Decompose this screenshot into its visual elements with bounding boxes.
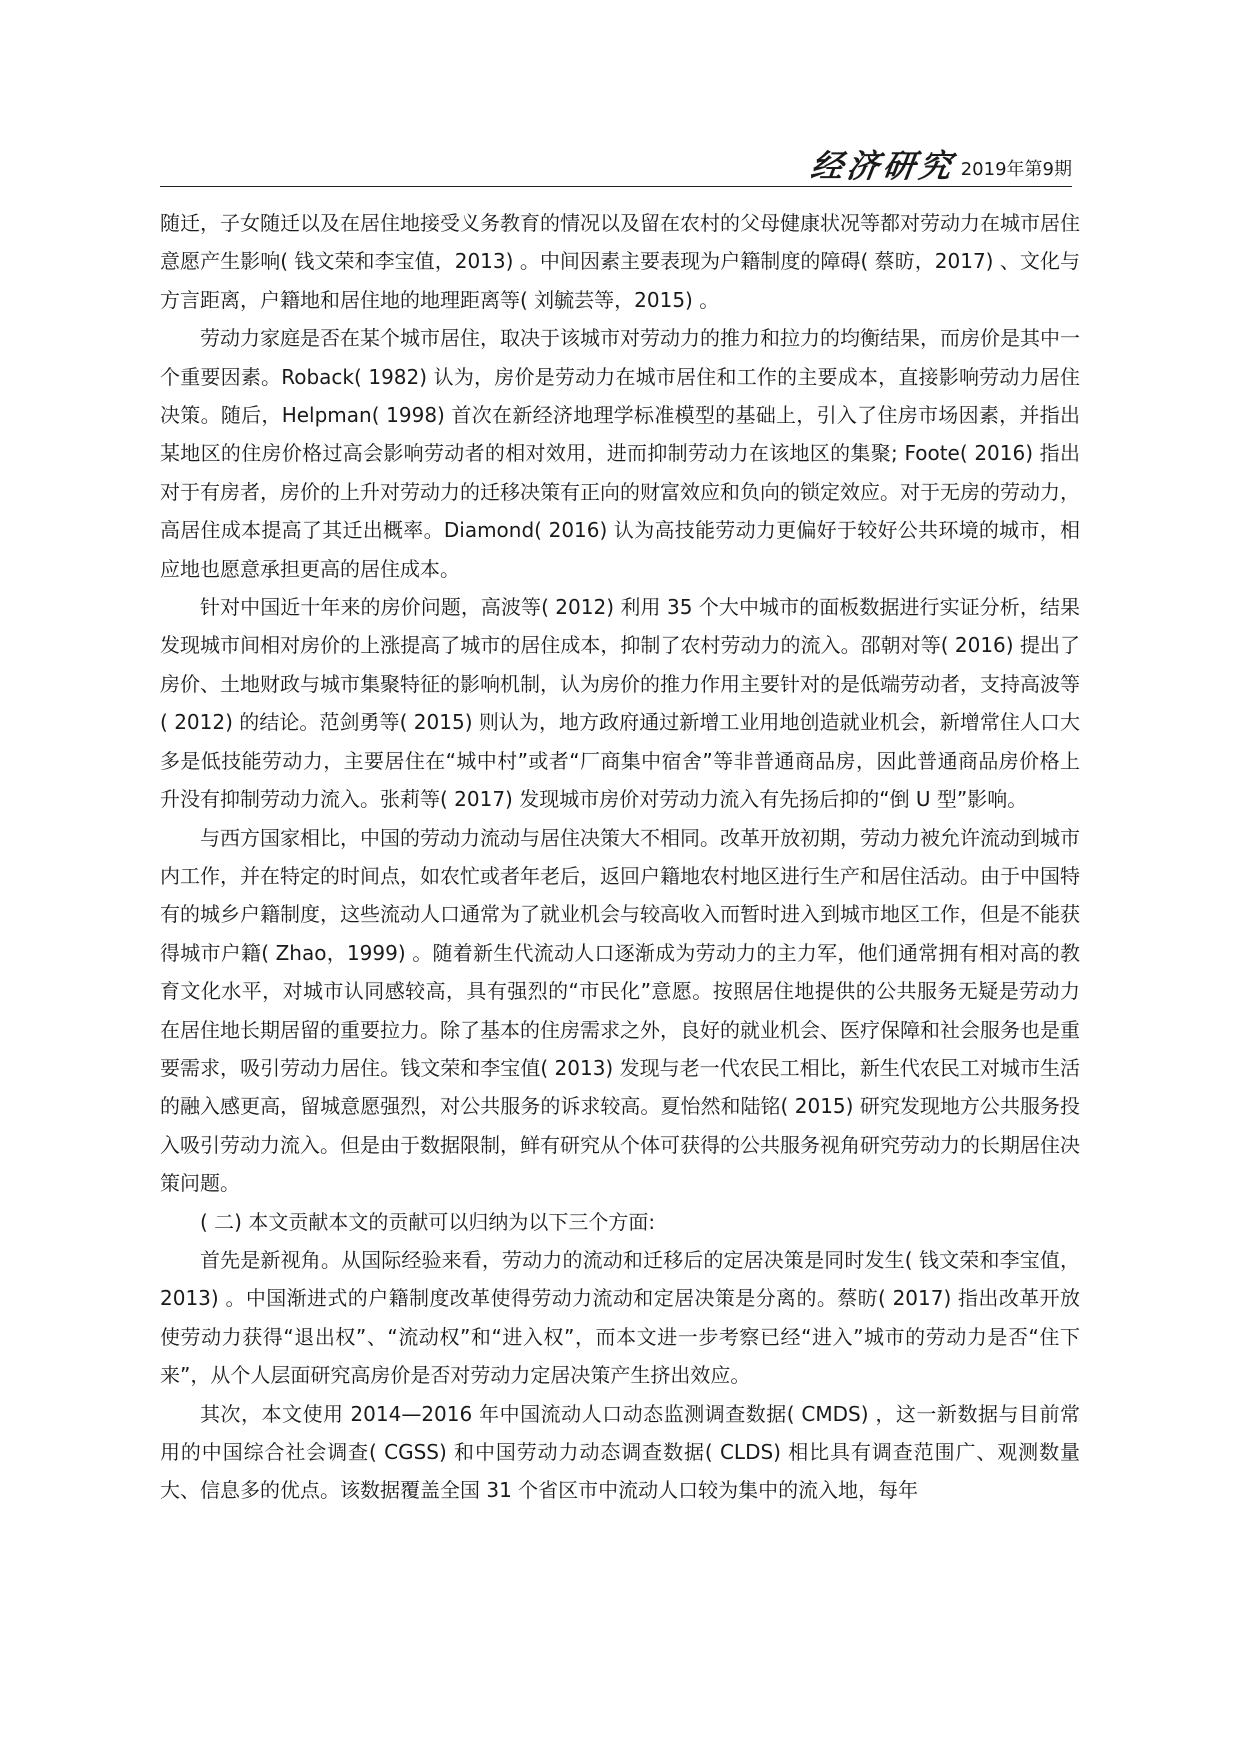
page-header — [160, 143, 1072, 187]
body-text — [160, 204, 1080, 1510]
paragraph-6: 其次，本文使用 2014—2016 年中国流动人口动态监测调查数据( CMDS) ，这一新数据与目前常用的中国综合社会调查( CGSS) 和中国劳动力动态调查数据( CLDS) 相比具有调查范围广、观测数量大、信息多的优点。该数据覆盖全国 31 个省区市中流动人口较为集中的流入地，每年 — [160, 1401, 1080, 1503]
section-heading: ( 二) 本文贡献本文的贡献可以归纳为以下三个方面: — [200, 1209, 656, 1234]
paragraph-5: 首先是新视角。从国际经验来看，劳动力的流动和迁移后的定居决策是同时发生( 钱文荣和李宝值，2013) 。中国渐进式的户籍制度改革使得劳动力流动和定居决策是分离的。蔡昉( 2017) 指出改革开放使劳动力获得“退出权”、“流动权”和“进入权”，而本文进一步考察已经“进入”城市的劳动力是否“住下来”，从个人层面研究高房价是否对劳动力定居决策产生挤出效应。 — [160, 1247, 1080, 1388]
journal-logo: 经济研究 — [808, 147, 958, 185]
issue-label: 2019年第9期 — [960, 159, 1072, 180]
paragraph-2: 劳动力家庭是否在某个城市居住，取决于该城市对劳动力的推力和拉力的均衡结果，而房价是其中一个重要因素。Roback( 1982) 认为，房价是劳动力在城市居住和工作的主要成本，直接影响劳动力居住决策。随后，Helpman( 1998) 首次在新经济地理学标准模型的基础上，引入了住房市场因素，并指出某地区的住房价格过高会影响劳动者的相对效用，进而抑制劳动力在该地区的集聚; Foote( 2016) 指出对于有房者，房价的上升对劳动力的迁移决策有正向的财富效应和负向的锁定效应。对于无房的劳动力，高居住成本提高了其迁出概率。Diamond( 2016) 认为高技能劳动力更偏好于较好公共环境的城市，相应地也愿意承担更高的居住成本。 — [160, 326, 1080, 581]
paragraph-1: 随迁，子女随迁以及在居住地接受义务教育的情况以及留在农村的父母健康状况等都对劳动力在城市居住意愿产生影响( 钱文荣和李宝值，2013) 。中间因素主要表现为户籍制度的障碍( 蔡昉，2017) 、文化与方言距离，户籍地和居住地的地理距离等( 刘毓芸等，2015) 。 — [160, 211, 1080, 312]
paragraph-3: 针对中国近十年来的房价问题，高波等( 2012) 利用 35 个大中城市的面板数据进行实证分析，结果发现城市间相对房价的上涨提高了城市的居住成本，抑制了农村劳动力的流入。邵朝对等( 2016) 提出了房价、土地财政与城市集聚特征的影响机制，认为房价的推力作用主要针对的是低端劳动者，支持高波等( 2012) 的结论。范剑勇等( 2015) 则认为，地方政府通过新增工业用地创造就业机会，新增常住人口大多是低技能劳动力，主要居住在“城中村”或者“厂商集中宿舍”等非普通商品房，因此普通商品房价格上升没有抑制劳动力流入。张莉等( 2017) 发现城市房价对劳动力流入有先扬后抑的“倒 U 型”影响。 — [160, 595, 1080, 812]
paragraph-4: 与西方国家相比，中国的劳动力流动与居住决策大不相同。改革开放初期，劳动力被允许流动到城市内工作，并在特定的时间点，如农忙或者年老后，返回户籍地农村地区进行生产和居住活动。由于中国特有的城乡户籍制度，这些流动人口通常为了就业机会与较高收入而暂时进入到城市地区工作，但是不能获得城市户籍( Zhao，1999) 。随着新生代流动人口逐渐成为劳动力的主力军，他们通常拥有相对高的教育文化水平，对城市认同感较高，具有强烈的“市民化”意愿。按照居住地提供的公共服务无疑是劳动力在居住地长期居留的重要拉力。除了基本的住房需求之外，良好的就业机会、医疗保障和社会服务也是重要需求，吸引劳动力居住。钱文荣和李宝值( 2013) 发现与老一代农民工相比，新生代农民工对城市生活的融入感更高，留城意愿强烈，对公共服务的诉求较高。夏怡然和陆铭( 2015) 研究发现地方公共服务投入吸引劳动力流入。但是由于数据限制，鲜有研究从个体可获得的公共服务视角研究劳动力的长期居住决策问题。 — [160, 825, 1080, 1196]
